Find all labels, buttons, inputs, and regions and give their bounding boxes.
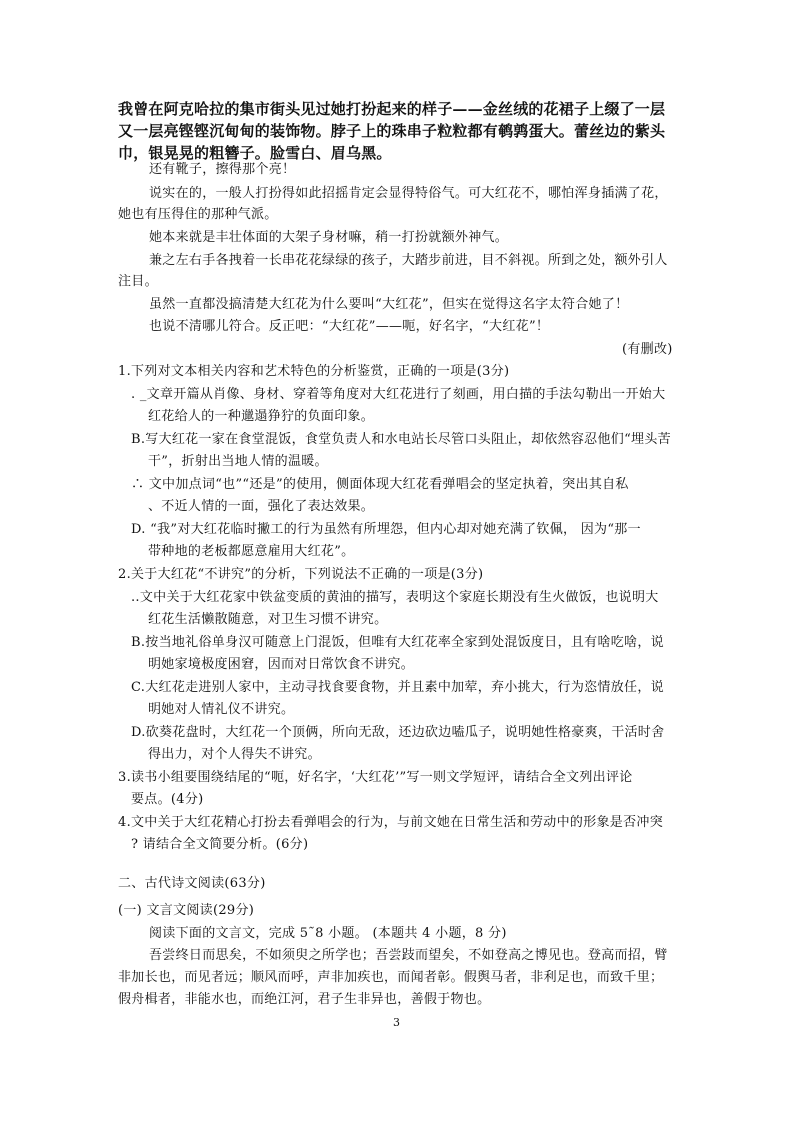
question-2-option-c: C.大红花走进别人家中，主动寻找食要食物，并且素中加荤，弃小挑大，行为恣情放任，说 — [131, 680, 664, 695]
question-1-stem: 1.下列对文本相关内容和艺术特色的分析鉴赏，正确的一项是(3分) — [118, 364, 510, 379]
story-paragraph: 兼之左右手各拽着一长串花花绿绿的孩子，大踏步前进，目不斜视。所到之处，额外引人 — [149, 253, 668, 268]
story-paragraph: 她本来就是丰壮体面的大架子身材嘛，稍一打扮就额外神气。 — [149, 230, 509, 245]
question-1-option-a: . _文章开篇从肖像、身材、穿着等角度对大红花进行了刻画，用白描的手法勾勒出一开始大 — [131, 387, 666, 402]
instructions: 阅读下面的文言文，完成 5˜8 小题。 (本题共 4 小题，8 分) — [149, 926, 507, 941]
subsection-title: (一) 文言文阅读(29分) — [118, 903, 255, 918]
question-2-option-d: 得出力，对个人得失不讲究。 — [148, 747, 321, 762]
question-3: 要点。(4分) — [131, 792, 204, 807]
question-2-stem: 2.关于大红花“不讲究”的分析，下列说法不正确的一项是(3分) — [118, 567, 484, 582]
question-2-option-a: 红花生活懒散随意，对卫生习惯不讲究。 — [148, 612, 388, 627]
story-paragraph: 虽然一直都没搞清楚大红花为什么要叫“大红花”，但实在觉得这名字太符合她了！ — [149, 297, 629, 312]
question-1-option-c: 、不近人情的一面，强化了表达效果。 — [148, 499, 375, 514]
question-2-option-a: ..文中关于大红花家中铁盆变质的黄油的描写，表明这个家庭长期没有生火做饭，也说明大 — [131, 590, 659, 605]
classical-text: 吾尝终日而思矣，不如须臾之所学也；吾尝跂而望矣，不如登高之博见也。登高而招，臂 — [149, 948, 668, 963]
classical-text: 假舟楫者，非能水也，而绝江河，君子生非异也，善假于物也。 — [118, 992, 491, 1007]
story-paragraph: 她也有压得住的那种气派。 — [118, 207, 278, 222]
question-2-option-d: D.砍葵花盘时，大红花一个顶俩，所向无敌，还边砍边嗑瓜子，说明她性格豪爽，干活时舍 — [131, 725, 665, 740]
story-paragraph: 说实在的，一般人打扮得如此招摇肯定会显得特俗气。可大红花不，哪怕浑身插满了花， — [149, 186, 668, 201]
question-1-option-d: 带种地的老板都愿意雇用大红花”。 — [148, 544, 355, 559]
question-1-option-c: ∴ 文中加点词“也”“还是”的使用，侧面体现大红花看弹唱会的坚定执着，突出其自私 — [131, 477, 629, 492]
question-1-option-a: 红花给人的一种邋遢狰狞的负面印象。 — [148, 409, 375, 424]
story-paragraph: 也说不清哪儿符合。反正吧：“大红花”——呃，好名字，“大红花”！ — [149, 319, 550, 334]
story-paragraph: 还有靴子，擦得那个亮！ — [149, 162, 296, 177]
question-2-option-b: 明她家境极度困窘，因而对日常饮食不讲究。 — [148, 657, 415, 672]
question-2-option-c: 明她对人情礼仪不讲究。 — [148, 702, 295, 717]
question-2-option-b: B.按当地礼俗单身汉可随意上门混饭，但唯有大红花率全家到处混饭度日，且有啥吃啥，说 — [131, 635, 664, 650]
question-1-option-d: D. “我”对大红花临时撇工的行为虽然有所埋怨，但内心却对她充满了钦佩， 因为“那一 — [131, 522, 641, 537]
story-paragraph: 注目。 — [118, 274, 158, 289]
question-1-option-b: 干”，折射出当地人情的温暖。 — [148, 454, 328, 469]
question-4: 4.文中关于大红花精心打扮去看弹唱会的行为，与前文她在日常生活和劳动中的形象是否冲突 — [118, 815, 664, 830]
question-4: ? 请结合全文简要分析。(6分) — [131, 837, 309, 852]
source-note: (有删改) — [622, 342, 673, 357]
section-title: 二、古代诗文阅读(63分) — [118, 876, 266, 891]
classical-text: 非加长也，而见者远；顺风而呼，声非加疾也，而闻者彰。假舆马者，非利足也，而致千里； — [118, 970, 664, 985]
question-3: 3.读书小组要围绕结尾的“呃，好名字，‘大红花’”写一则文学短评，请结合全文列出评论 — [118, 770, 633, 785]
page-number: 3 — [393, 1016, 400, 1029]
question-1-option-b: B.写大红花一家在食堂混饭，食堂负责人和水电站长尽管口头阻止，却依然容忍他们“埋头苦 — [131, 432, 671, 447]
story-bold-paragraph: 我曾在阿克哈拉的集市街头见过她打扮起来的样子——金丝绒的花裙子上缀了一层又一层亮铿铿沉甸甸的装饰物。脖子上的珠串子粒粒都有鹌鹑蛋大。蕾丝边的紫头巾，银晃晃的粗簪子。脸雪白、眉乌黑。 — [118, 100, 666, 162]
